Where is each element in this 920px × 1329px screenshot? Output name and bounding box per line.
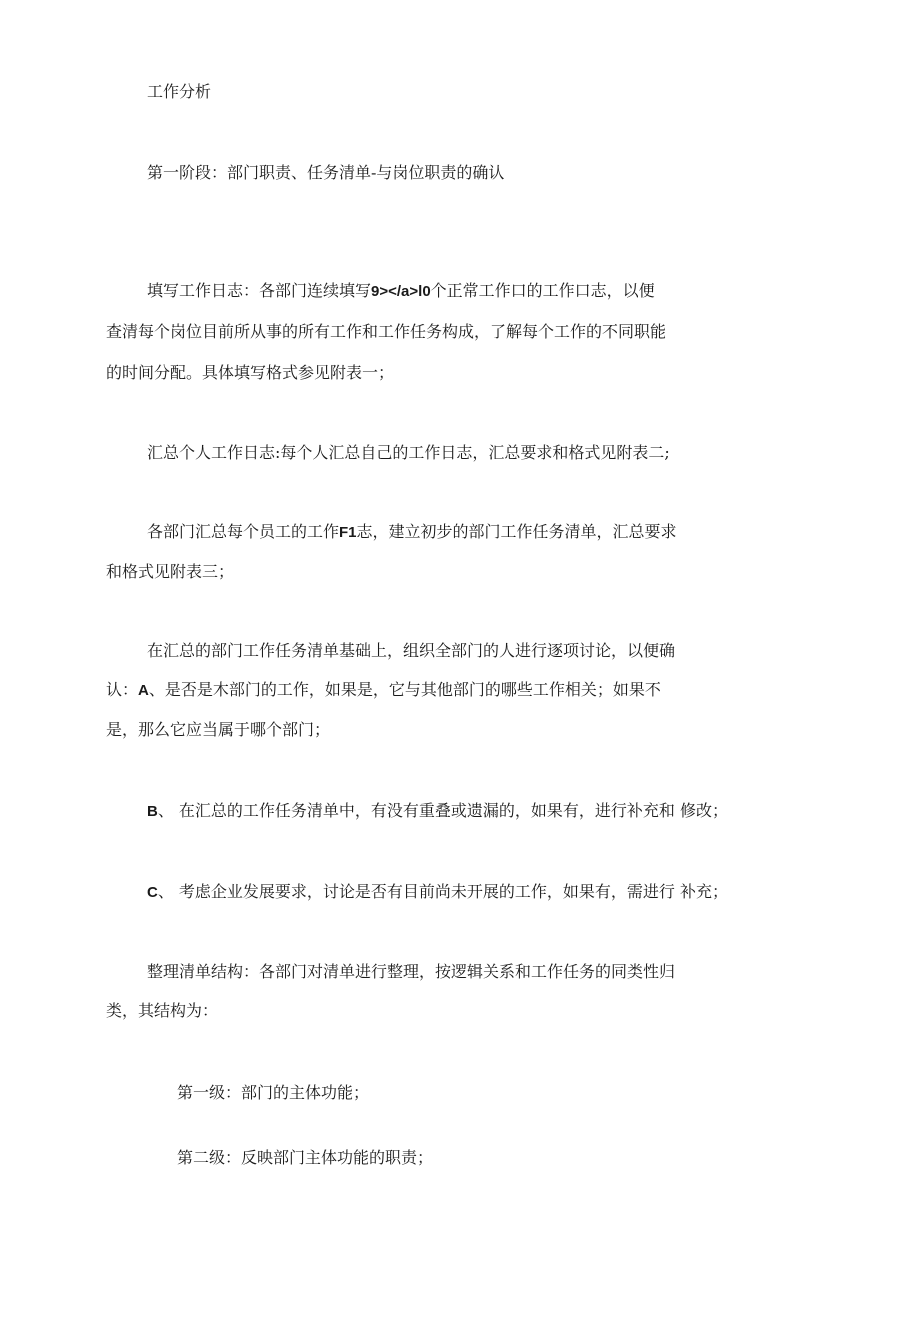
paragraph-line: 整理清单结构：各部门对清单进行整理，按逻辑关系和工作任务的同类性归 [147,962,676,981]
paragraph-item-b: B、 在汇总的工作任务清单中，有没有重叠或遗漏的，如果有，进行补充和 修改； [147,801,729,820]
paragraph-line: 的时间分配。具体填写格式参见附表一； [106,363,395,382]
paragraph-line: 各部门汇总每个员工的工作F1志，建立初步的部门工作任务清单，汇总要求 [147,522,677,541]
paragraph-line: 是，那么它应当属于哪个部门； [106,720,331,739]
structure-level-1: 第一级：部门的主体功能； [177,1083,370,1102]
paragraph-line: 查清每个岗位目前所从事的所有工作和工作任务构成，了解每个工作的不同职能 [106,322,667,341]
page-title: 工作分析 [147,82,212,101]
paragraph-personal-summary: 汇总个人工作日志:每个人汇总自己的工作日志，汇总要求和格式见附表二; [147,443,670,462]
paragraph-line: 类，其结构为： [106,1001,219,1020]
paragraph-line: 认：A、是否是木部门的工作，如果是，它与其他部门的哪些工作相关；如果不 [106,680,661,699]
paragraph-line: 和格式见附表三； [106,562,235,581]
structure-level-2: 第二级：反映部门主体功能的职责； [177,1148,434,1167]
paragraph-line: 填写工作日志：各部门连续填写9></a>l0个正常工作口的工作口志，以便 [147,281,655,300]
paragraph-line: 在汇总的部门工作任务清单基础上，组织全部门的人进行逐项讨论，以便确 [147,641,676,660]
paragraph-item-c: C、 考虑企业发展要求，讨论是否有目前尚未开展的工作，如果有，需进行 补充； [147,882,729,901]
stage-heading: 第一阶段：部门职责、任务清单-与岗位职责的确认 [147,163,505,182]
